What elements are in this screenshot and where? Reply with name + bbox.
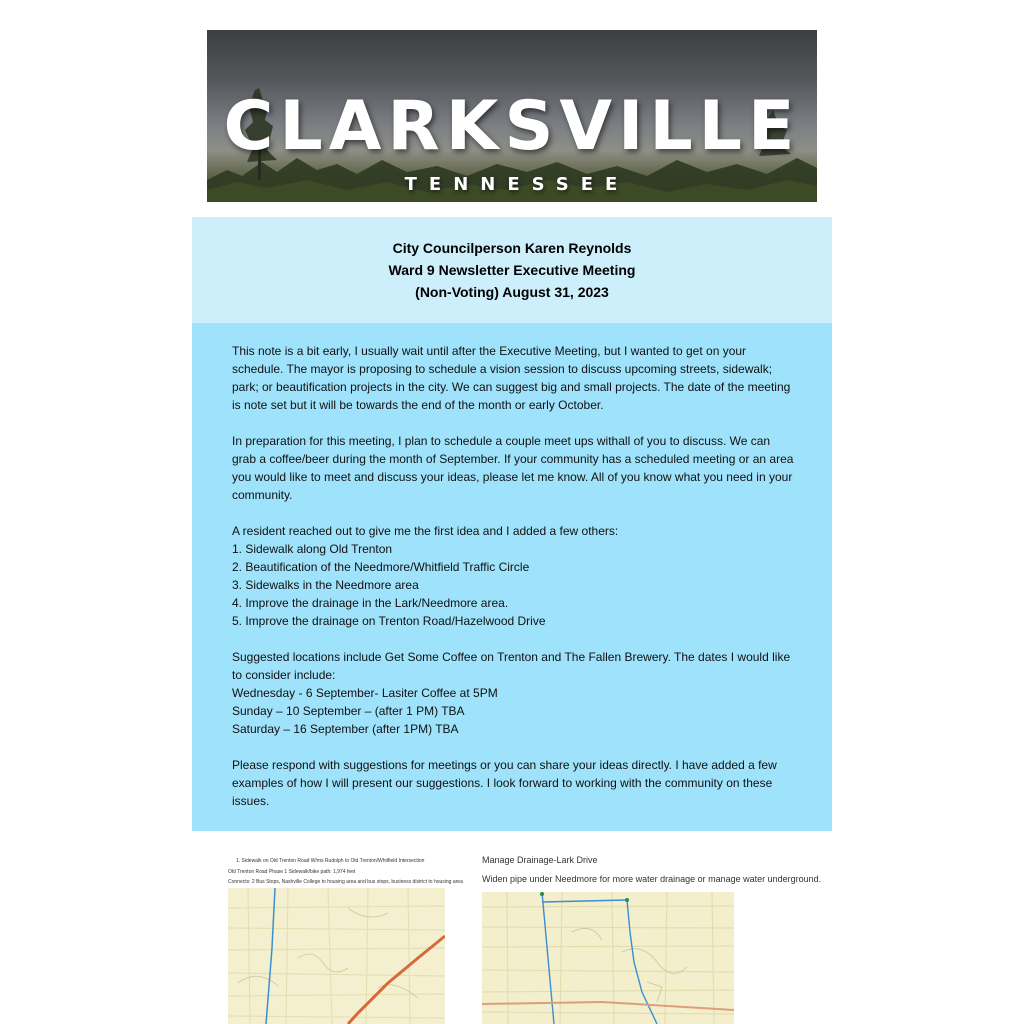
- map2-subtitle: Widen pipe under Needmore for more water drainage or manage water underground.: [482, 874, 822, 884]
- map1-caption-connects: Connects: 2 Bus Stops, Nashville College to housing area and bus stops, business district to housing area: [228, 879, 463, 885]
- map2-streets: [482, 892, 734, 1024]
- ideas-intro: A resident reached out to give me the first idea and I added a few others:: [232, 524, 619, 538]
- newsletter-body: [192, 323, 832, 831]
- date-item: Wednesday - 6 September- Lasiter Coffee at 5PM: [232, 686, 498, 700]
- header-line-title: Ward 9 Newsletter Executive Meeting: [388, 262, 636, 278]
- header-line-date: (Non-Voting) August 31, 2023: [415, 284, 609, 300]
- map-lark-drive-drainage: [482, 892, 734, 1024]
- header-line-name: City Councilperson Karen Reynolds: [392, 240, 632, 256]
- banner-subtitle: TENNESSEE: [404, 174, 630, 195]
- date-item: Sunday – 10 September – (after 1 PM) TBA: [232, 704, 465, 718]
- map1-caption-title: 1. Sidewalk on Old Trenton Road W/ms Rudolph to Old Trenton/Whitfield Intersection: [236, 858, 425, 864]
- intro-paragraph: This note is a bit early, I usually wait until after the Executive Meeting, but I wanted to get on your schedule. The mayor is proposing to schedule a vision session to discuss upcoming streets, sidewalk; park; or beautification projects in the city. We can suggest big and small projects. The date of the meeting is note set but it will be towards the end of the month or early October.: [232, 344, 791, 412]
- idea-item: 5. Improve the drainage on Trenton Road/Hazelwood Drive: [232, 614, 546, 628]
- map2-title: Manage Drainage-Lark Drive: [482, 855, 598, 865]
- idea-item: 4. Improve the drainage in the Lark/Needmore area.: [232, 596, 509, 610]
- idea-item: 3. Sidewalks in the Needmore area: [232, 578, 419, 592]
- idea-item: 2. Beautification of the Needmore/Whitfield Traffic Circle: [232, 560, 530, 574]
- newsletter-header: [192, 217, 832, 323]
- map1-caption-length: Old Trenton Road Phase 1 Sidewalk/bike path: 1,974 feet: [228, 869, 356, 875]
- locations-intro: Suggested locations include Get Some Coffee on Trenton and The Fallen Brewery. The dates I would like to consider include:: [232, 650, 791, 682]
- clarksville-banner: [207, 30, 817, 202]
- closing-paragraph: Please respond with suggestions for meetings or you can share your ideas directly. I have added a few examples of how I will present our suggestions. I look forward to working with the community on these issues.: [232, 758, 777, 808]
- map1-streets: [228, 888, 445, 1024]
- date-item: Saturday – 16 September (after 1PM) TBA: [232, 722, 459, 736]
- meetup-paragraph: In preparation for this meeting, I plan to schedule a couple meet ups withall of you to discuss. We can grab a coffee/beer during the month of September. If your community has a scheduled meeting or an area you would like to meet and discuss your ideas, please let me know. All of you know what you need in your community.: [232, 434, 794, 502]
- idea-item: 1. Sidewalk along Old Trenton: [232, 542, 393, 556]
- map-old-trenton-sidewalk: [228, 888, 445, 1024]
- banner-title: CLARKSVILLE: [223, 87, 801, 166]
